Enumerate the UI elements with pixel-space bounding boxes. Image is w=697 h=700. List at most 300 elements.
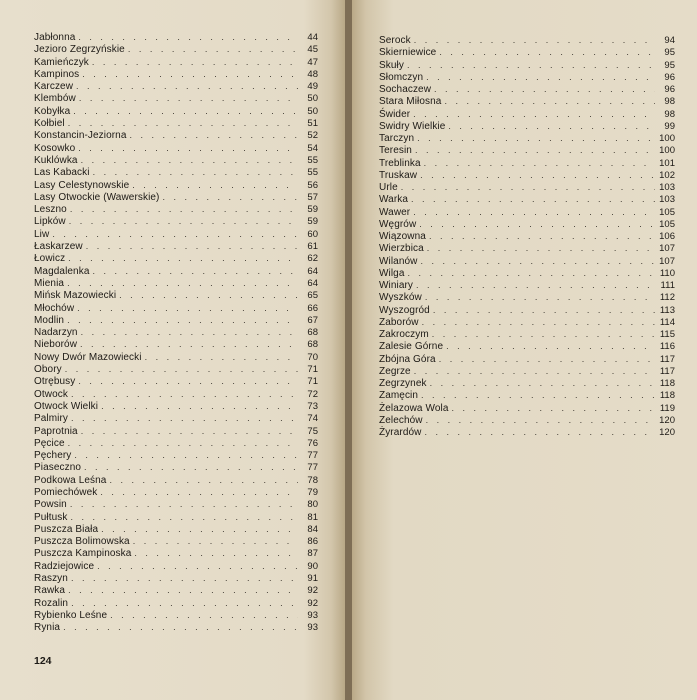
index-entry [34,326,318,338]
entry-name: Leszno [34,204,67,216]
dot-leader [418,255,656,267]
entry-page-number: 55 [307,167,318,179]
entry-page-number: 76 [307,437,318,449]
entry-page-number: 71 [307,364,318,376]
index-entry [34,584,318,596]
entry-page-number: 55 [307,154,318,166]
dot-leader [427,377,655,389]
entry-name: Karczew [34,81,74,93]
dot-leader [436,353,655,365]
entry-name: Obory [34,364,62,376]
entry-name: Lipków [34,216,66,228]
entry-page-number: 52 [307,130,318,142]
dot-leader [60,621,298,633]
entry-name: Piaseczno [34,462,82,474]
entry-name: Raszyn [34,573,68,585]
index-entry [34,117,318,129]
entry-page-number: 62 [307,253,318,265]
dot-leader [89,265,298,277]
index-entry [34,68,318,80]
entry-name: Klembów [34,93,76,105]
dot-leader [412,144,655,156]
dot-leader [410,108,655,120]
dot-leader [106,474,298,486]
entry-name: Łowicz [34,253,66,265]
dot-leader [417,169,655,181]
index-entry [379,279,675,291]
entry-name: Żyrardów [379,427,422,438]
index-entry [379,304,675,316]
index-entry [379,169,675,181]
entry-page-number: 116 [659,341,675,353]
dot-leader [448,402,655,414]
dot-leader [411,34,655,46]
index-entry [34,560,318,572]
entry-page-number: 70 [307,351,318,363]
entry-page-number: 75 [307,425,318,437]
entry-name: Serock [379,35,411,46]
entry-page-number: 81 [307,511,318,523]
index-entry [379,365,675,377]
entry-page-number: 117 [659,365,675,377]
entry-page-number: 59 [307,204,318,216]
index-entry [34,154,318,166]
index-entry [379,255,675,267]
dot-leader [410,206,655,218]
index-entry [34,498,318,510]
entry-name: Konstancin-Jeziorna [34,130,127,142]
dot-leader [74,302,298,314]
entry-page-number: 77 [307,462,318,474]
index-entry [34,289,318,301]
entry-name: Jabłonna [34,32,76,43]
index-entry [34,449,318,461]
entry-page-number: 57 [307,191,318,203]
index-entry [379,59,675,71]
entry-name: Kampinos [34,68,80,80]
index-entry [34,191,318,203]
entry-page-number: 74 [307,413,318,425]
index-entry [379,328,675,340]
dot-leader [127,129,298,141]
entry-page-number: 90 [307,560,318,572]
entry-name: Urle [379,182,398,193]
index-entry [379,206,675,218]
entry-page-number: 103 [659,194,675,206]
dot-leader [65,584,298,596]
dot-leader [405,267,655,279]
index-entry [34,105,318,117]
index-entry [379,230,675,242]
entry-page-number: 50 [307,105,318,117]
dot-leader [67,203,298,215]
dot-leader [66,215,298,227]
entry-name: Kuklówka [34,154,78,166]
index-entry [34,425,318,437]
entry-name: Rybienko Leśne [34,609,108,621]
dot-leader [429,328,655,340]
entry-name: Nowy Dwór Mazowiecki [34,351,142,363]
entry-name: Zakroczym [379,329,429,340]
entry-page-number: 118 [659,390,675,402]
entry-page-number: 86 [307,536,318,548]
entry-page-number: 61 [307,241,318,253]
entry-name: Pęchery [34,450,72,462]
entry-name: Rynia [34,622,61,634]
entry-name: Magdalenka [34,265,90,277]
entry-name: Zegrzynek [379,378,427,389]
dot-leader [78,326,298,338]
dot-leader [436,46,655,58]
entry-name: Las Kabacki [34,167,90,179]
entry-name: Łaskarzew [34,241,83,253]
entry-name: Teresin [379,145,412,157]
entry-page-number: 95 [664,59,675,71]
index-entry [34,511,318,523]
entry-name: Puszcza Kampinoska [34,548,132,560]
index-list-left [34,31,318,634]
page-number: 124 [34,655,52,667]
entry-name: Świder [379,108,411,120]
index-entry [34,203,318,215]
index-entry [379,193,675,205]
entry-page-number: 95 [664,47,675,59]
entry-page-number: 118 [659,378,675,389]
entry-page-number: 60 [307,228,318,240]
entry-name: Otwock [34,388,68,400]
entry-name: Pomiechówek [34,486,98,498]
dot-leader [443,340,655,352]
dot-leader [411,365,655,377]
index-entry [34,43,318,55]
index-entry [34,363,318,375]
index-list-right [379,34,675,438]
entry-name: Rozalin [34,597,69,609]
entry-page-number: 100 [659,133,675,144]
entry-page-number: 102 [659,169,675,181]
entry-page-number: 49 [307,81,318,93]
dot-leader [421,157,655,169]
entry-page-number: 67 [307,314,318,326]
left-page [0,0,345,700]
entry-page-number: 105 [659,218,675,230]
dot-leader [49,228,298,240]
entry-page-number: 119 [659,402,675,414]
entry-page-number: 100 [659,145,675,157]
entry-page-number: 93 [307,622,318,634]
index-entry [34,302,318,314]
entry-page-number: 91 [307,573,318,585]
entry-page-number: 80 [307,499,318,511]
index-entry [34,400,318,412]
entry-name: Skuły [379,59,404,71]
entry-page-number: 113 [659,304,675,316]
entry-name: Otwock Wielki [34,400,99,412]
dot-leader [89,56,298,68]
entry-name: Skierniewice [379,47,437,59]
index-entry [34,609,318,621]
dot-leader [68,597,298,609]
entry-name: Palmiry [34,413,69,425]
dot-leader [81,461,298,473]
dot-leader [408,193,655,205]
entry-page-number: 93 [307,609,318,621]
entry-page-number: 64 [307,265,318,277]
index-entry [379,426,675,438]
entry-page-number: 66 [307,302,318,314]
index-entry [379,120,675,132]
index-entry [34,547,318,559]
index-entry [379,414,675,426]
entry-page-number: 114 [659,316,675,328]
dot-leader [65,437,298,449]
dot-leader [416,218,655,230]
entry-name: Wierzbica [379,243,424,255]
index-entry [34,375,318,387]
dot-leader [77,338,298,350]
index-entry [379,132,675,144]
dot-leader [79,68,298,80]
entry-page-number: 45 [307,44,318,56]
entry-name: Wyszków [379,292,422,304]
entry-name: Słomczyn [379,71,424,83]
dot-leader [421,426,655,438]
entry-page-number: 77 [307,450,318,462]
dot-leader [431,83,655,95]
dot-leader [65,252,298,264]
entry-name: Zegrze [379,365,411,377]
dot-leader [426,230,655,242]
index-entry [379,353,675,365]
dot-leader [70,105,298,117]
dot-leader [418,389,655,401]
index-entry [34,437,318,449]
dot-leader [414,132,655,144]
entry-page-number: 59 [307,216,318,228]
entry-name: Tarczyn [379,133,415,144]
entry-name: Wilga [379,267,405,279]
index-entry [379,316,675,328]
entry-page-number: 92 [307,585,318,597]
entry-page-number: 112 [659,292,675,304]
dot-leader [98,400,298,412]
entry-name: Lasy Celestynowskie [34,179,130,191]
entry-page-number: 48 [307,68,318,80]
dot-leader [423,414,655,426]
dot-leader [445,120,655,132]
dot-leader [68,388,298,400]
entry-name: Żelazowa Wola [379,402,449,414]
index-entry [34,228,318,240]
entry-page-number: 111 [660,280,675,291]
dot-leader [75,375,298,387]
index-entry [34,523,318,535]
index-entry [34,621,318,633]
index-entry [34,338,318,350]
entry-page-number: 96 [664,84,675,95]
entry-name: Zamęcin [379,390,419,402]
entry-page-number: 65 [307,290,318,302]
entry-name: Mińsk Mazowiecki [34,290,117,302]
entry-page-number: 56 [307,179,318,191]
entry-page-number: 84 [307,523,318,535]
index-entry [34,572,318,584]
index-entry [379,389,675,401]
dot-leader [419,316,655,328]
index-entry [379,242,675,254]
index-entry [379,83,675,95]
index-entry [34,265,318,277]
entry-name: Sochaczew [379,84,432,95]
index-entry [34,412,318,424]
index-entry [34,179,318,191]
dot-leader [76,92,298,104]
entry-name: Liw [34,228,50,240]
index-entry [34,351,318,363]
dot-leader [129,179,298,191]
entry-name: Rawka [34,585,66,597]
index-entry [379,340,675,352]
entry-name: Kamieńczyk [34,56,89,68]
dot-leader [424,242,655,254]
book-gutter [345,0,352,700]
entry-name: Kobyłka [34,105,71,117]
dot-leader [413,279,655,291]
entry-name: Puszcza Biała [34,523,99,535]
index-entry [34,388,318,400]
entry-page-number: 98 [664,96,675,108]
entry-page-number: 64 [307,277,318,289]
entry-name: Zelechów [379,414,423,426]
entry-name: Zalesie Górne [379,341,444,353]
index-entry [34,474,318,486]
index-entry [34,215,318,227]
dot-leader [142,351,298,363]
entry-page-number: 87 [307,548,318,560]
entry-page-number: 71 [307,376,318,388]
dot-leader [116,289,298,301]
entry-name: Swidry Wielkie [379,120,446,132]
dot-leader [73,80,298,92]
entry-name: Radziejowice [34,560,95,572]
entry-name: Pułtusk [34,511,68,523]
index-entry [379,291,675,303]
entry-page-number: 98 [664,108,675,120]
index-entry [34,56,318,68]
entry-page-number: 110 [659,267,675,279]
index-entry [379,95,675,107]
entry-page-number: 120 [659,414,675,426]
entry-page-number: 120 [659,427,675,438]
entry-name: Treblinka [379,157,421,169]
index-entry [34,240,318,252]
entry-page-number: 107 [659,255,675,267]
index-entry [34,597,318,609]
dot-leader [67,498,298,510]
entry-page-number: 78 [307,474,318,486]
entry-name: Nieborów [34,339,78,351]
entry-name: Wiązowna [379,231,426,242]
entry-name: Wawer [379,206,411,218]
entry-page-number: 103 [659,182,675,193]
index-entry [379,34,675,46]
index-entry [34,80,318,92]
entry-name: Węgrów [379,218,417,230]
index-entry [379,377,675,389]
entry-name: Otrębusy [34,376,76,388]
entry-name: Paprotnia [34,425,78,437]
dot-leader [78,425,298,437]
entry-page-number: 96 [664,71,675,83]
index-entry [379,402,675,414]
dot-leader [398,181,655,193]
index-entry [379,108,675,120]
dot-leader [78,154,298,166]
entry-page-number: 73 [307,400,318,412]
entry-name: Wyszogród [379,304,430,316]
dot-leader [441,95,655,107]
dot-leader [422,291,655,303]
index-entry [379,181,675,193]
entry-name: Mienia [34,277,65,289]
index-entry [379,46,675,58]
dot-leader [90,166,298,178]
dot-leader [71,449,298,461]
entry-page-number: 99 [664,120,675,132]
entry-page-number: 44 [307,32,318,43]
dot-leader [94,560,298,572]
dot-leader [64,277,298,289]
dot-leader [430,304,655,316]
dot-leader [75,142,298,154]
entry-page-number: 50 [307,93,318,105]
index-entry [34,461,318,473]
entry-name: Podkowa Leśna [34,474,107,486]
index-entry [379,157,675,169]
index-entry [379,218,675,230]
entry-name: Zbójna Góra [379,353,436,365]
dot-leader [98,523,298,535]
entry-name: Kosowko [34,142,76,154]
dot-leader [97,486,298,498]
dot-leader [107,609,298,621]
entry-name: Pęcice [34,437,65,449]
entry-name: Lasy Otwockie (Wawerskie) [34,191,160,203]
right-page [352,0,697,700]
index-entry [34,535,318,547]
entry-name: Zaborów [379,316,419,328]
dot-leader [125,43,298,55]
index-entry [34,129,318,141]
dot-leader [65,117,298,129]
entry-page-number: 115 [659,329,675,340]
entry-name: Warka [379,194,409,206]
dot-leader [75,31,298,43]
index-entry [34,252,318,264]
entry-name: Młochów [34,302,75,314]
dot-leader [83,240,298,252]
entry-page-number: 94 [664,35,675,46]
entry-name: Winiary [379,280,414,291]
index-entry [34,142,318,154]
entry-page-number: 72 [307,388,318,400]
entry-page-number: 68 [307,339,318,351]
dot-leader [404,59,655,71]
dot-leader [64,314,298,326]
entry-name: Puszcza Bolimowska [34,536,130,548]
entry-page-number: 54 [307,142,318,154]
dot-leader [131,547,298,559]
